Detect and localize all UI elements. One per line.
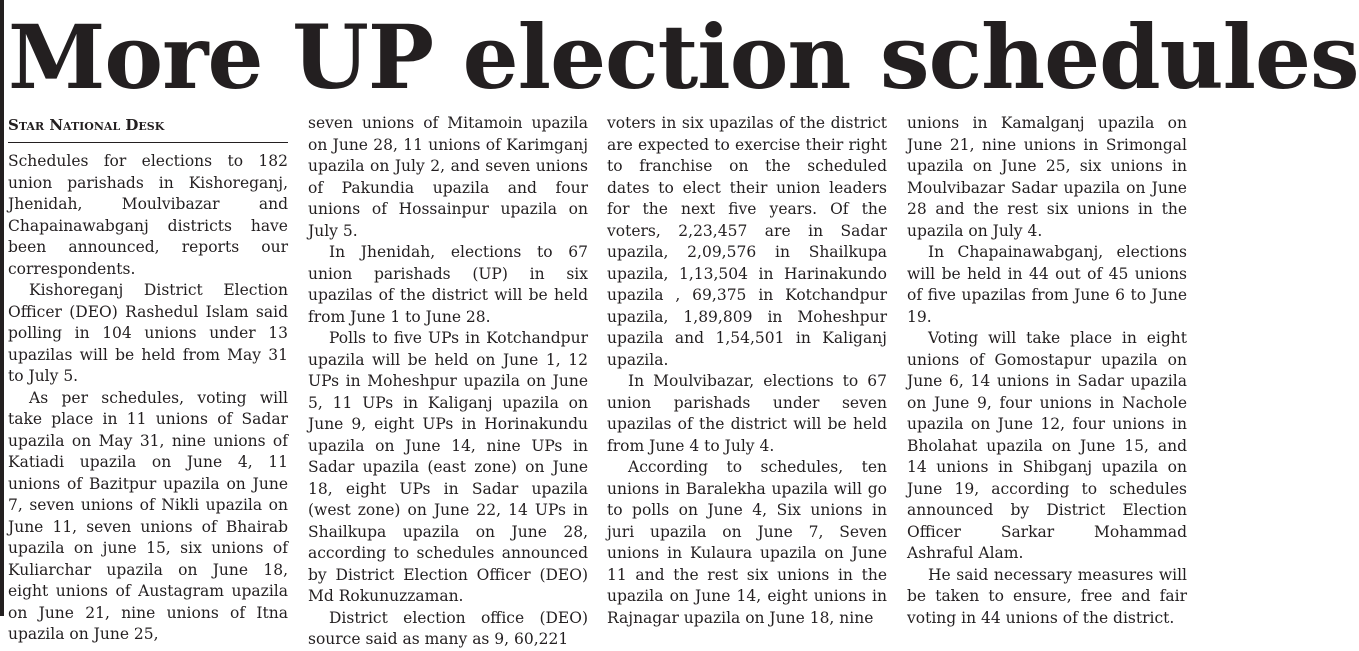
paragraph: According to schedules, ten unions in Baralekha upazila will go to polls on June 4, Six unions in juri upazila on June 7, Seven unions in Kulaura upazila on June 11 and the rest six unions in the upazila on June 14, eight unions in Rajnagar upazila on June 18, nine [607, 458, 887, 627]
paragraph: In Chapainawabganj, elections will be held in 44 out of 45 unions of five upazilas from June 6 to June 19. [907, 243, 1187, 326]
paragraph: As per schedules, voting will take place in 11 unions of Sadar upazila on May 31, nine unions of Katiadi upazila on June 4, 11 unions of Bazitpur upazila on June 7, seven unions of Nikli upazila on June 11, seven unions of Bhairab upazila on june 15, six unions of Kuliarchar upazila on June 18, eight unions of Austagram upazila on June 21, nine unions of Itna upazila on June 25, [8, 388, 288, 643]
byline: Star National Desk [8, 113, 288, 143]
paragraph: voters in six upazilas of the district are expected to exercise their right to franchise on the scheduled dates to elect their union leaders for the next five years. Of the voters, 2,23,457 are in Sadar upazila, 2,09,576 in Shailkupa upazila, 1,13,504 in Harinakundo upazila , 69,375 in Kotchandpur upazila, 1,89,809 in Moheshpur upazila and 1,54,501 in Kaliganj upazila. [607, 114, 887, 369]
paragraph: Voting will take place in eight unions of Gomostapur upazila on June 6, 14 unions in Sadar upazila on June 9, four unions in Nachole upazila on June 12, four unions in Bholahat upazila on June 15, and 14 unions in Shibganj upazila on June 19, according to schedules announced by District Election Officer Sarkar Mohammad Ashraful Alam. [907, 329, 1187, 562]
paragraph: In Jhenidah, elections to 67 union parishads (UP) in six upazilas of the district will be held from June 1 to June 28. [308, 243, 588, 326]
paragraph: In Moulvibazar, elections to 67 union parishads under seven upazilas of the district will be held from June 4 to July 4. [607, 372, 887, 455]
article-column-2 [308, 113, 588, 651]
paragraph: unions in Kamalganj upazila on June 21, nine unions in Srimongal upazila on June 25, six unions in Moulvibazar Sadar upazila on June 28 and the rest six unions in the upazila on July 4. [907, 114, 1187, 240]
headline: More UP election schedules [8, 5, 1359, 109]
paragraph: District election office (DEO) source said as many as 9, 60,221 [308, 608, 588, 648]
article-column-4 [907, 113, 1187, 629]
paragraph: Kishoreganj District Election Officer (DEO) Rashedul Islam said polling in 104 unions under 13 upazilas will be held from May 31 to July 5. [8, 281, 288, 385]
article-column-3 [607, 113, 887, 629]
paragraph: Polls to five UPs in Kotchandpur upazila will be held on June 1, 12 UPs in Moheshpur upazila on June 5, 11 UPs in Kaliganj upazila on June 9, eight UPs in Horinakundu upazila on June 14, nine UPs in Sadar upazila (east zone) on June 18, eight UPs in Sadar upazila (west zone) on June 22, 14 UPs in Shailkupa upazila on June 28, according to schedules announced by District Election Officer (DEO) Md Rokunuzzaman. [308, 329, 588, 605]
paragraph: Schedules for elections to 182 union parishads in Kishoreganj, Jhenidah, Moulvibazar and Chapainawabganj districts have been announced, reports our correspondents. [8, 152, 288, 278]
left-column-rule [0, 0, 4, 616]
paragraph: He said necessary measures will be taken to ensure, free and fair voting in 44 unions of the district. [907, 565, 1187, 627]
paragraph: seven unions of Mitamoin upazila on June 28, 11 unions of Karimganj upazila on July 2, and seven unions of Pakundia upazila and four unions of Hossainpur upazila on July 5. [308, 114, 588, 240]
article-column-1 [8, 113, 288, 646]
